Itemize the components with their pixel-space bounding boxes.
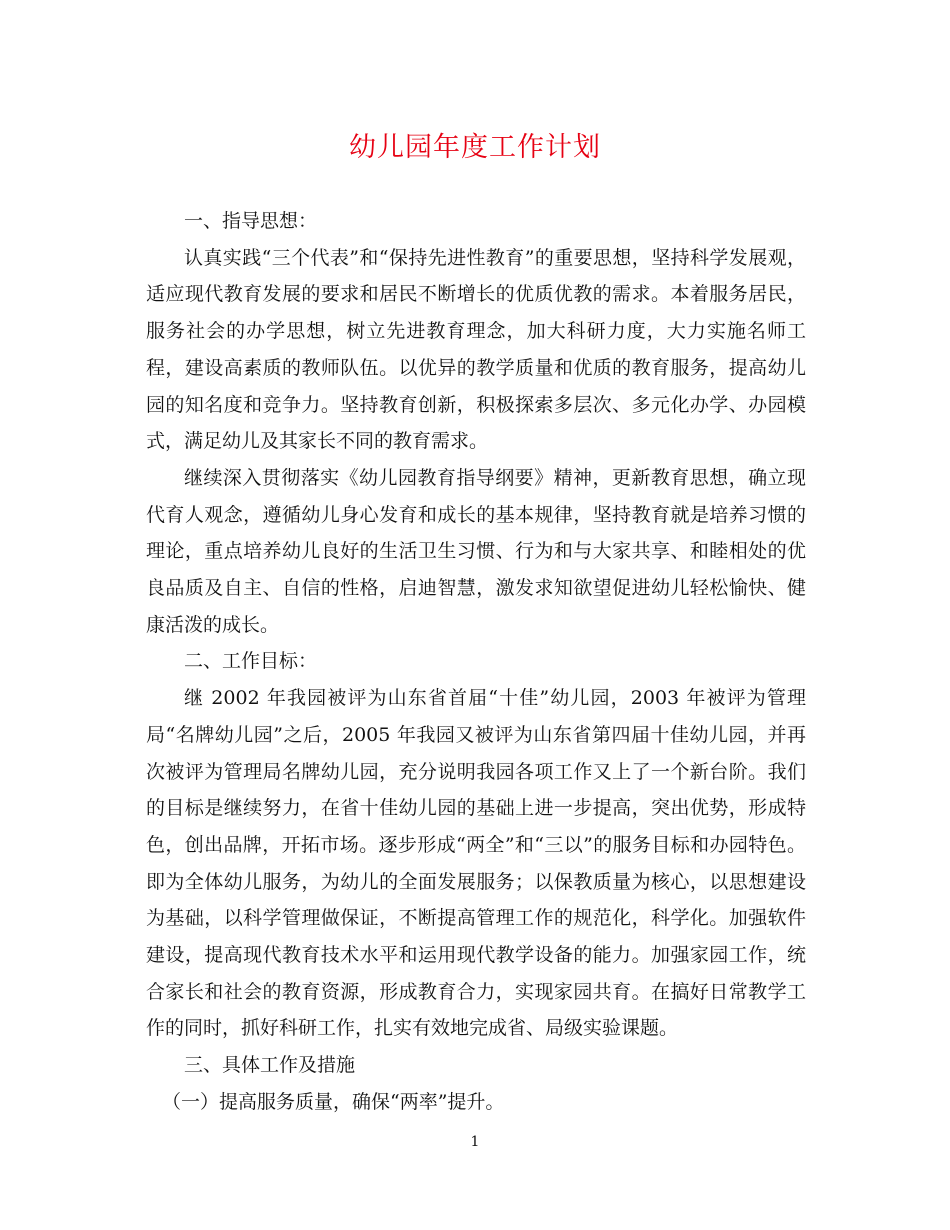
paragraph-guiding-ideology-1: 认真实践“三个代表”和“保持先进性教育”的重要思想，坚持科学发展观，适应现代教育发展的要求和居民不断增长的优质优教的需求。本着服务居民，服务社会的办学思想，树立先进教育理念，加大科研力度，大力实施名师工程，建设高素质的教师队伍。以优异的教学质量和优质的教育服务，提高幼儿园的知名度和竞争力。坚持教育创新，积极探索多层次、多元化办学、办园模式，满足幼儿及其家长不同的教育需求。 <box>146 246 806 453</box>
page-number: 1 <box>470 1134 480 1150</box>
paragraph-guiding-ideology-2: 继续深入贯彻落实《幼儿园教育指导纲要》精神，更新教育思想，确立现代育人观念，遵循幼儿身心发育和成长的基本规律，坚持教育就是培养习惯的理论，重点培养幼儿良好的生活卫生习惯、行为和与大家共享、和睦相处的优良品质及自主、自信的性格，启迪智慧，激发求知欲望促进幼儿轻松愉快、健康活泼的成长。 <box>146 466 806 636</box>
document-body <box>146 203 806 1121</box>
subsection-heading-service-quality: （一）提高服务质量，确保“两率”提升。 <box>162 1090 505 1113</box>
section-heading-guiding-ideology: 一、指导思想： <box>184 210 318 232</box>
document-title: 幼儿园年度工作计划 <box>349 132 601 163</box>
section-heading-specific-work: 三、具体工作及措施 <box>184 1054 356 1077</box>
section-heading-work-goals: 二、工作目标： <box>184 650 318 673</box>
paragraph-work-goals: 继 2002 年我园被评为山东省首届“十佳”幼儿园，2003 年被评为管理局“名牌幼儿园”之后，2005 年我园又被评为山东省第四届十佳幼儿园，并再次被评为管理局名牌幼儿园，充分说明我园各项工作又上了一个新台阶。我们的目标是继续努力，在省十佳幼儿园的基础上进一步提高，突出优势，形成特色，创出品牌，开拓市场。逐步形成“两全”和“三以”的服务目标和办园特色。即为全体幼儿服务，为幼儿的全面发展服务；以保教质量为核心，以思想建设为基础，以科学管理做保证，不断提高管理工作的规范化，科学化。加强软件建设，提高现代教育技术水平和运用现代教学设备的能力。加强家园工作，统合家长和社会的教育资源，形成教育合力，实现家园共育。在搞好日常教学工作的同时，抓好科研工作，扎实有效地完成省、局级实验课题。 <box>146 687 806 1040</box>
